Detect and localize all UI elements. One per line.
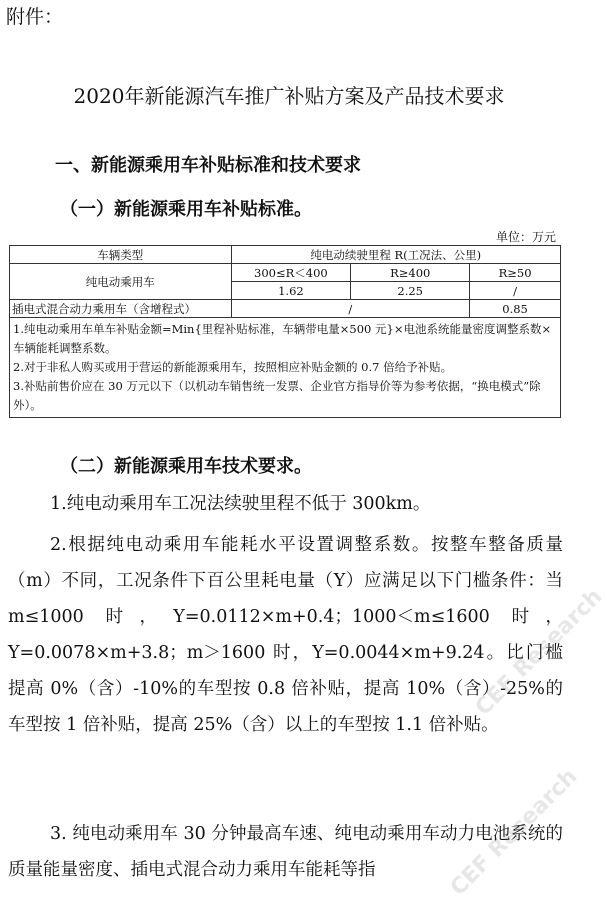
- phev-value: 0.85: [470, 300, 561, 318]
- document-title: 2020年新能源汽车推广补贴方案及产品技术要求: [73, 84, 505, 108]
- bev-label: 纯电动乘用车: [10, 264, 232, 300]
- unit-label: 单位：万元: [495, 230, 556, 244]
- section-heading-1: 一、新能源乘用车补贴标准和技术要求: [55, 155, 361, 176]
- subsection-heading-1: （一）新能源乘用车补贴标准。: [60, 199, 312, 220]
- header-range: 纯电动续驶里程 R(工况法、公里): [231, 246, 561, 264]
- note-3: 3.补贴前售价应在 30 万元以下（以机动车销售统一发票、企业官方指导价等为参考依据，“换电模式”除外）。: [13, 379, 541, 412]
- note-1: 1.纯电动乘用车单车补贴金额=Min{里程补贴标准，车辆带电量×500 元}×电池系统能量密度调整系数×车辆能耗调整系数。: [13, 322, 552, 355]
- header-vehicle-type: 车辆类型: [10, 246, 232, 264]
- paragraph-2: 2.根据纯电动乘用车能耗水平设置调整系数。按整车整备质量（m）不同，工况条件下百公里耗电量（Y）应满足以下门槛条件：当 m≤1000 时，Y=0.0112×m+0.4；1000＜m≤1600 时，Y=0.0078×m+3.8；m＞1600 时，Y=0.0044×m+9.24。比门槛提高 0%（含）-10%的车型按 0.8 倍补贴，提高 10%（含）-25%的车型按 1 倍补贴，提高 25%（含）以上的车型按 1.1 倍补贴。: [8, 535, 563, 735]
- phev-label: 插电式混合动力乘用车（含增程式）: [10, 300, 232, 318]
- paragraph-1: 1.纯电动乘用车工况法续驶里程不低于 300km。: [50, 494, 431, 514]
- table-row: [10, 264, 561, 282]
- bev-value-2: 2.25: [351, 282, 470, 300]
- watermark: CEF Research: [445, 764, 583, 901]
- subsection-heading-2: （二）新能源乘用车技术要求。: [60, 456, 312, 477]
- attachment-label: 附件：: [6, 6, 64, 28]
- table-header-row: [10, 246, 561, 264]
- watermark: CEF Research: [470, 584, 607, 721]
- table-row: [10, 300, 561, 318]
- note-2: 2.对于非私人购买或用于营运的新能源乘用车，按照相应补贴金额的 0.7 倍给予补贴。: [13, 360, 453, 374]
- paragraph-3: 3. 纯电动乘用车 30 分钟最高车速、纯电动乘用车动力电池系统的质量能量密度、插电式混合动力乘用车能耗等指: [8, 824, 563, 880]
- phev-merged-value: /: [231, 300, 470, 318]
- table-notes: [10, 318, 561, 418]
- bev-value-3: /: [470, 282, 561, 300]
- bev-value-1: 1.62: [231, 282, 351, 300]
- range-col-2: R≥400: [351, 264, 470, 282]
- table-notes-row: [10, 318, 561, 418]
- subsidy-table: [9, 245, 561, 418]
- range-col-3: R≥50: [470, 264, 561, 282]
- range-col-1: 300≤R＜400: [231, 264, 351, 282]
